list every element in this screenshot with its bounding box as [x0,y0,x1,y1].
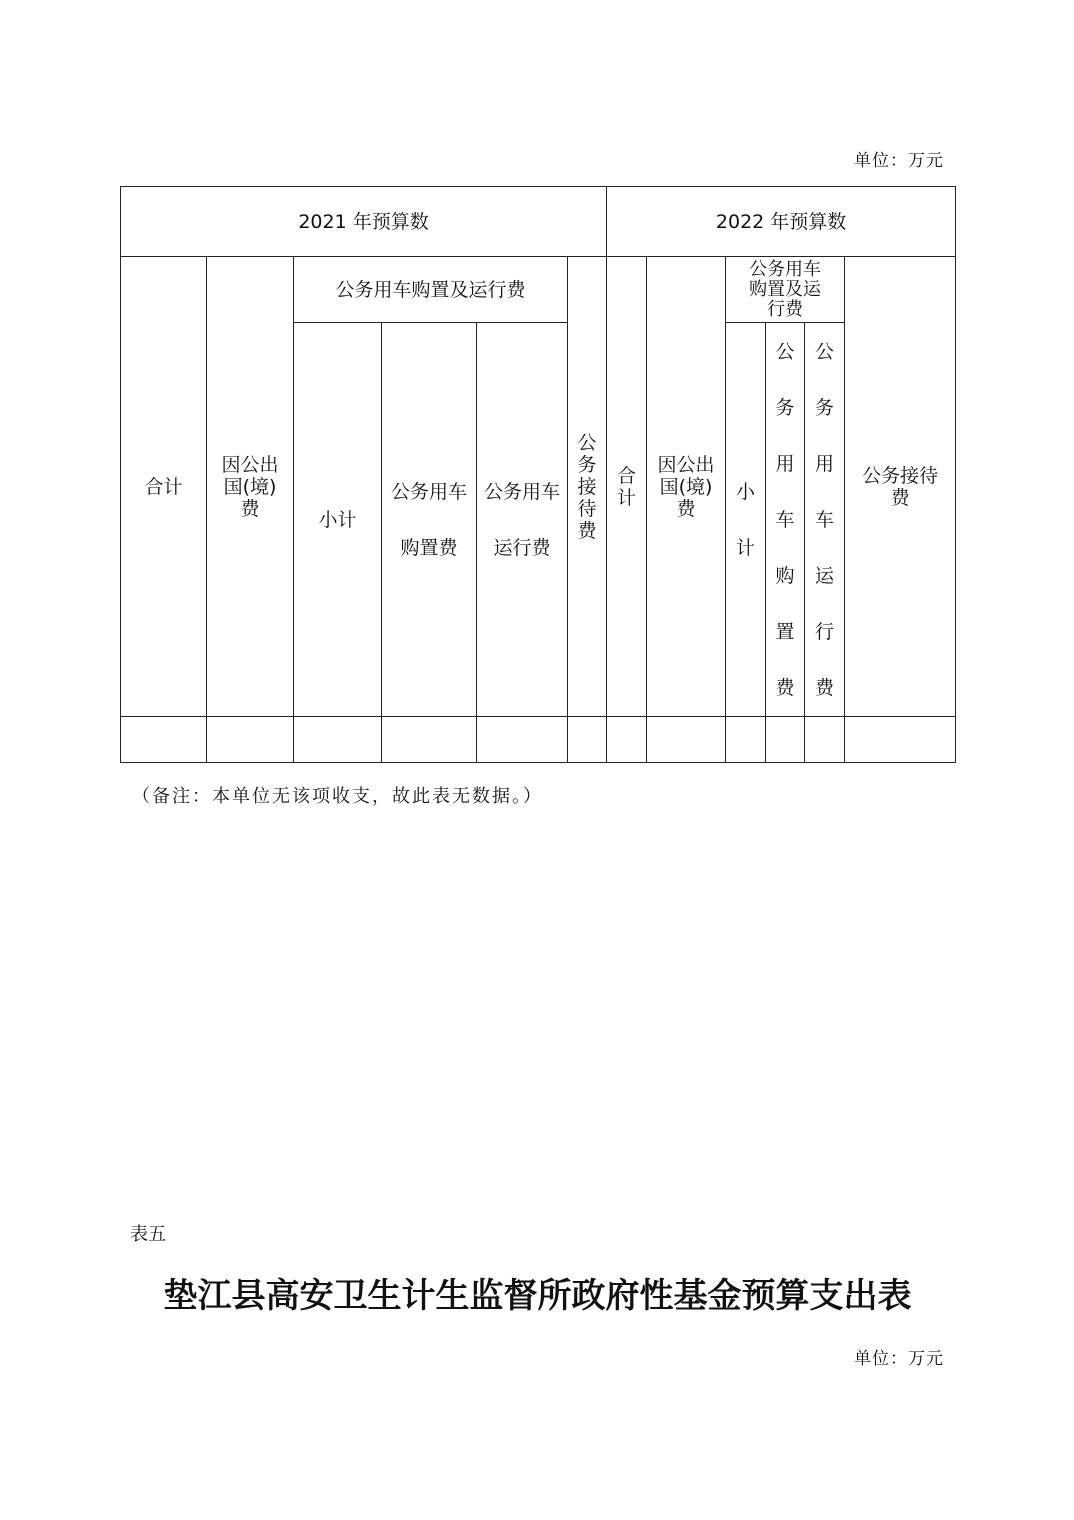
table-cell [382,717,477,763]
table-cell [647,717,726,763]
unit-label-bottom: 单位：万元 [854,1349,944,1369]
table-cell [805,717,845,763]
table-note: （备注：本单位无该项收支，故此表无数据。） [132,786,543,807]
header-2021-subtotal: 小计 [294,323,382,717]
table-cell [294,717,382,763]
table-cell [207,717,294,763]
header-2021-budget: 2021 年预算数 [121,187,607,257]
table-cell [568,717,607,763]
budget-table [120,186,956,763]
table-cell [726,717,766,763]
header-2022-total: 合计 [607,257,647,717]
header-2022-subtotal: 小计 [726,323,766,717]
unit-label-top: 单位：万元 [854,151,944,171]
header-2021-purchase: 公务用车购置费 [382,323,477,717]
header-2022-budget: 2022 年预算数 [607,187,956,257]
header-2022-purchase: 公务用车购置费 [766,323,805,717]
table-cell [845,717,956,763]
table-cell [766,717,805,763]
table-row [121,717,956,763]
header-2021-reception: 公务接待费 [568,257,607,717]
header-2022-vehicle-group: 公务用车购置及运行费 [726,257,845,323]
header-2022-reception: 公务接待费 [845,257,956,717]
header-2021-vehicle-group: 公务用车购置及运行费 [294,257,568,323]
table-cell [121,717,207,763]
header-2021-total: 合计 [121,257,207,717]
table-cell [477,717,568,763]
header-2022-abroad: 因公出国(境)费 [647,257,726,717]
header-2021-operation: 公务用车运行费 [477,323,568,717]
table-number-label: 表五 [130,1224,166,1245]
header-2021-abroad: 因公出国(境)费 [207,257,294,717]
table-cell [607,717,647,763]
header-2022-operation: 公务用车运行费 [805,323,845,717]
page-title: 垫江县高安卫生计生监督所政府性基金预算支出表 [163,1276,912,1316]
